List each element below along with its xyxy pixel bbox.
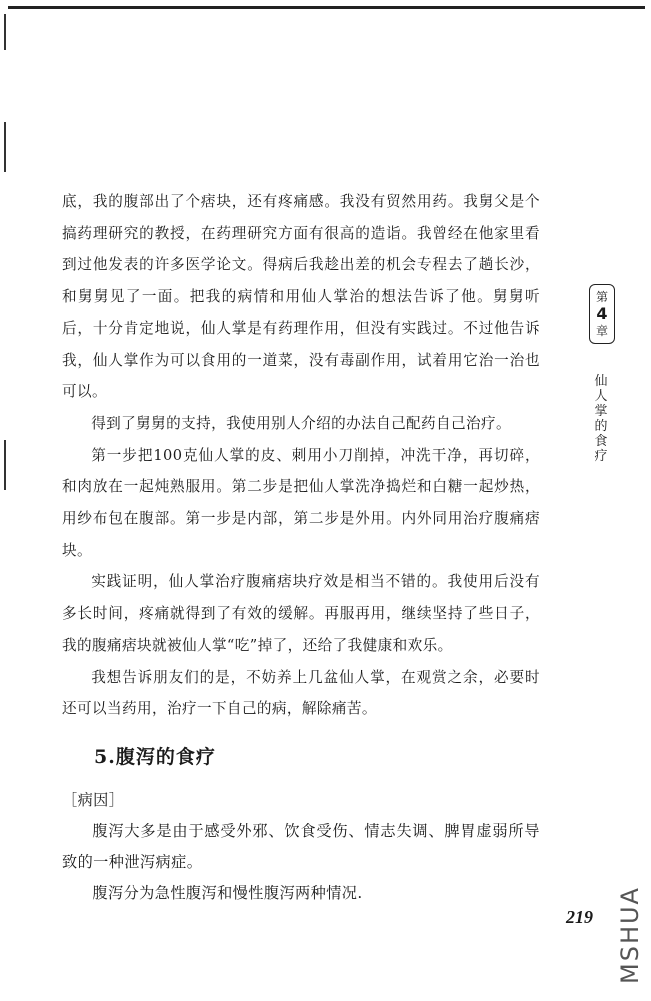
paragraph: 得到了舅舅的支持，我使用别人介绍的办法自己配药自己治疗。 [91,414,512,432]
gutter-mark [4,14,6,50]
section-subheading: ［病因］ [62,790,125,809]
watermark-text: MSHUA [616,886,644,984]
paragraph: 我想告诉朋友们的是，不妨养上几盆仙人掌，在观赏之余，必要时还可以当药用，治疗一下自己的病，解除痛苦。 [62,668,540,718]
chapter-suffix: 章 [595,324,608,338]
page-number: 219 [566,907,593,927]
paragraph: 实践证明，仙人掌治疗腹痛痞块疗效是相当不错的。我使用后没有多长时间，疼痛就得到了有效的缓解。再服再用，继续坚持了些日子，我的腹痛痞块就被仙人掌“吃”掉了，还给了我健康和欢乐。 [62,573,540,654]
paragraph: 腹泻大多是由于感受外邪、饮食受伤、情志失调、脾胃虚弱所导致的一种泄泻病症。 [62,821,540,871]
paragraph: 底，我的腹部出了个痞块，还有疼痛感。我没有贸然用药。我舅父是个搞药理研究的教授，在药理研究方面有很高的造诣。我曾经在他家里看到过他发表的许多医学论文。得病后我趁出差的机会专程去了趟长沙，和舅舅见了一面。把我的病情和用仙人掌治的想法告诉了他。舅舅听后，十分肯定地说，仙人掌是有药理作用，但没有实践过。不过他告诉我，仙人掌作为可以食用的一道菜，没有毒副作用，试着用它治一治也可以。 [62,193,540,401]
chapter-number: 4 [596,304,608,323]
section-title: 5.腹泻的食疗 [94,745,216,768]
watermark [609,882,651,988]
paragraph: 腹泻分为急性腹泻和慢性腹泻两种情况. [92,883,363,902]
chapter-tab [589,284,615,344]
top-rule [8,6,645,9]
paragraph: 第一步把100克仙人掌的皮、刺用小刀削掉，冲洗干净，再切碎，和肉放在一起炖熟服用。第二步是把仙人掌洗净捣烂和白糖一起炒热，用纱布包在腹部。第一步是内部，第二步是外用。内外同用治疗腹痛痞块。 [62,446,540,559]
gutter-mark [4,440,6,490]
chapter-prefix: 第 [595,290,608,304]
gutter-mark [4,122,6,172]
chapter-title: 仙人掌的食疗 [594,374,608,464]
body-text [62,186,540,909]
section-body [62,785,540,909]
